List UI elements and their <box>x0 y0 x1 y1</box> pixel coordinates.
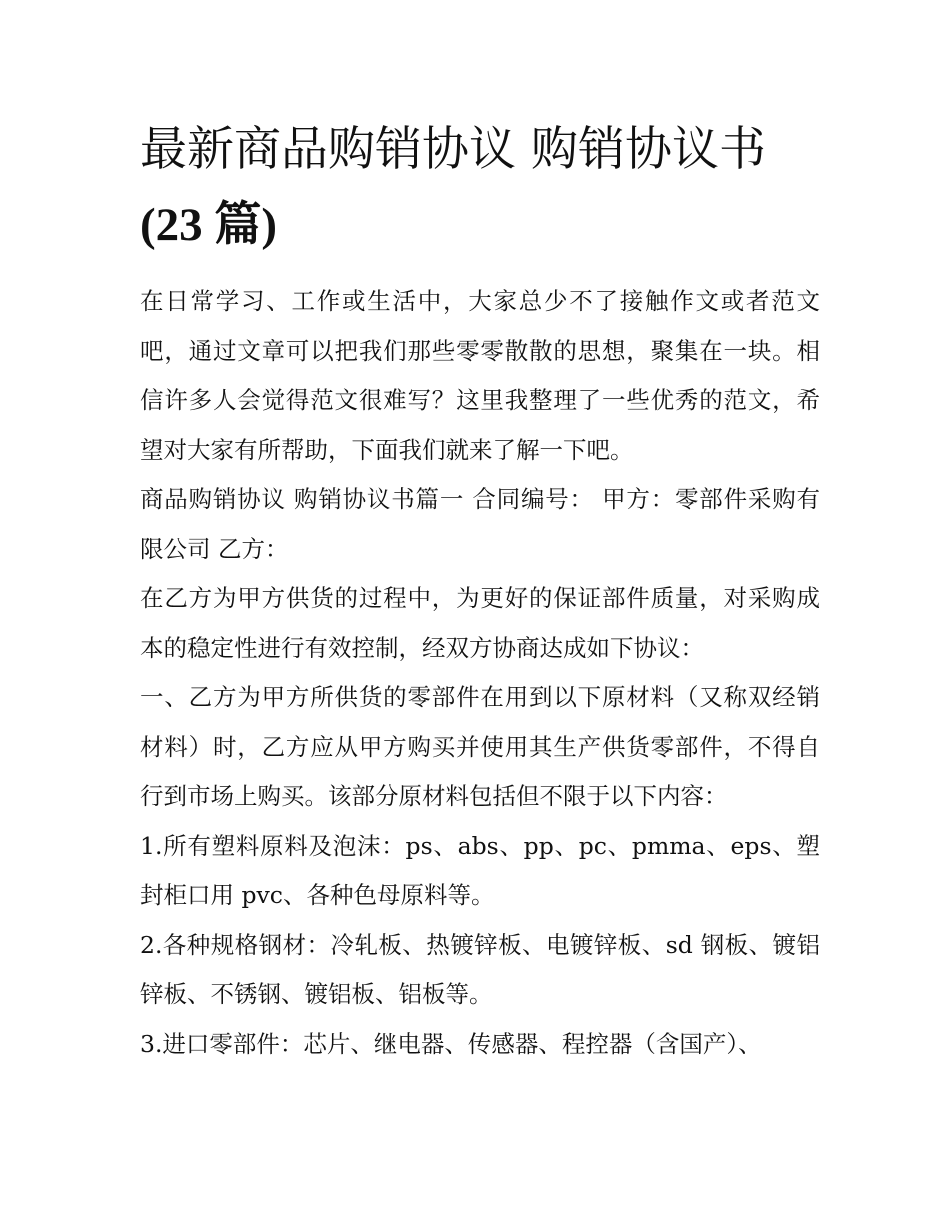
list-item-imported-parts: 3.进口零部件：芯片、继电器、传感器、程控器（含国产）、 <box>140 1029 762 1058</box>
document-body <box>140 112 820 1069</box>
intro-paragraph: 在日常学习、工作或生活中，大家总少不了接触作文或者范文吧，通过文章可以把我们那些零零散散的思想，聚集在一块。相信许多人会觉得范文很难写？这里我整理了一些优秀的范文，希望对大家有所帮助，下面我们就来了解一下吧。 <box>140 287 820 464</box>
agreement-preamble-paragraph: 在乙方为甲方供货的过程中，为更好的保证部件质量，对采购成本的稳定性进行有效控制，经双方协商达成如下协议： <box>140 584 820 662</box>
list-item-steel: 2.各种规格钢材：冷轧板、热镀锌板、电镀锌板、sd 钢板、镀铝锌板、不锈钢、镀铝板、铝板等。 <box>140 930 820 1008</box>
title-line-2: (23 篇) <box>140 199 278 251</box>
list-item-plastics: 1.所有塑料原料及泡沫：ps、abs、pp、pc、pmma、eps、塑封柜口用 pvc、各种色母原料等。 <box>140 831 820 909</box>
clause-one-paragraph: 一、乙方为甲方所供货的零部件在用到以下原材料（又称双经销材料）时，乙方应从甲方购买并使用其生产供货零部件，不得自行到市场上购买。该部分原材料包括但不限于以下内容： <box>140 683 820 810</box>
title-line-1: 最新商品购销协议 购销协议书 <box>140 122 766 177</box>
document-title <box>140 112 820 263</box>
contract-header-paragraph: 商品购销协议 购销协议书篇一 合同编号： 甲方：零部件采购有限公司 乙方： <box>140 485 820 563</box>
